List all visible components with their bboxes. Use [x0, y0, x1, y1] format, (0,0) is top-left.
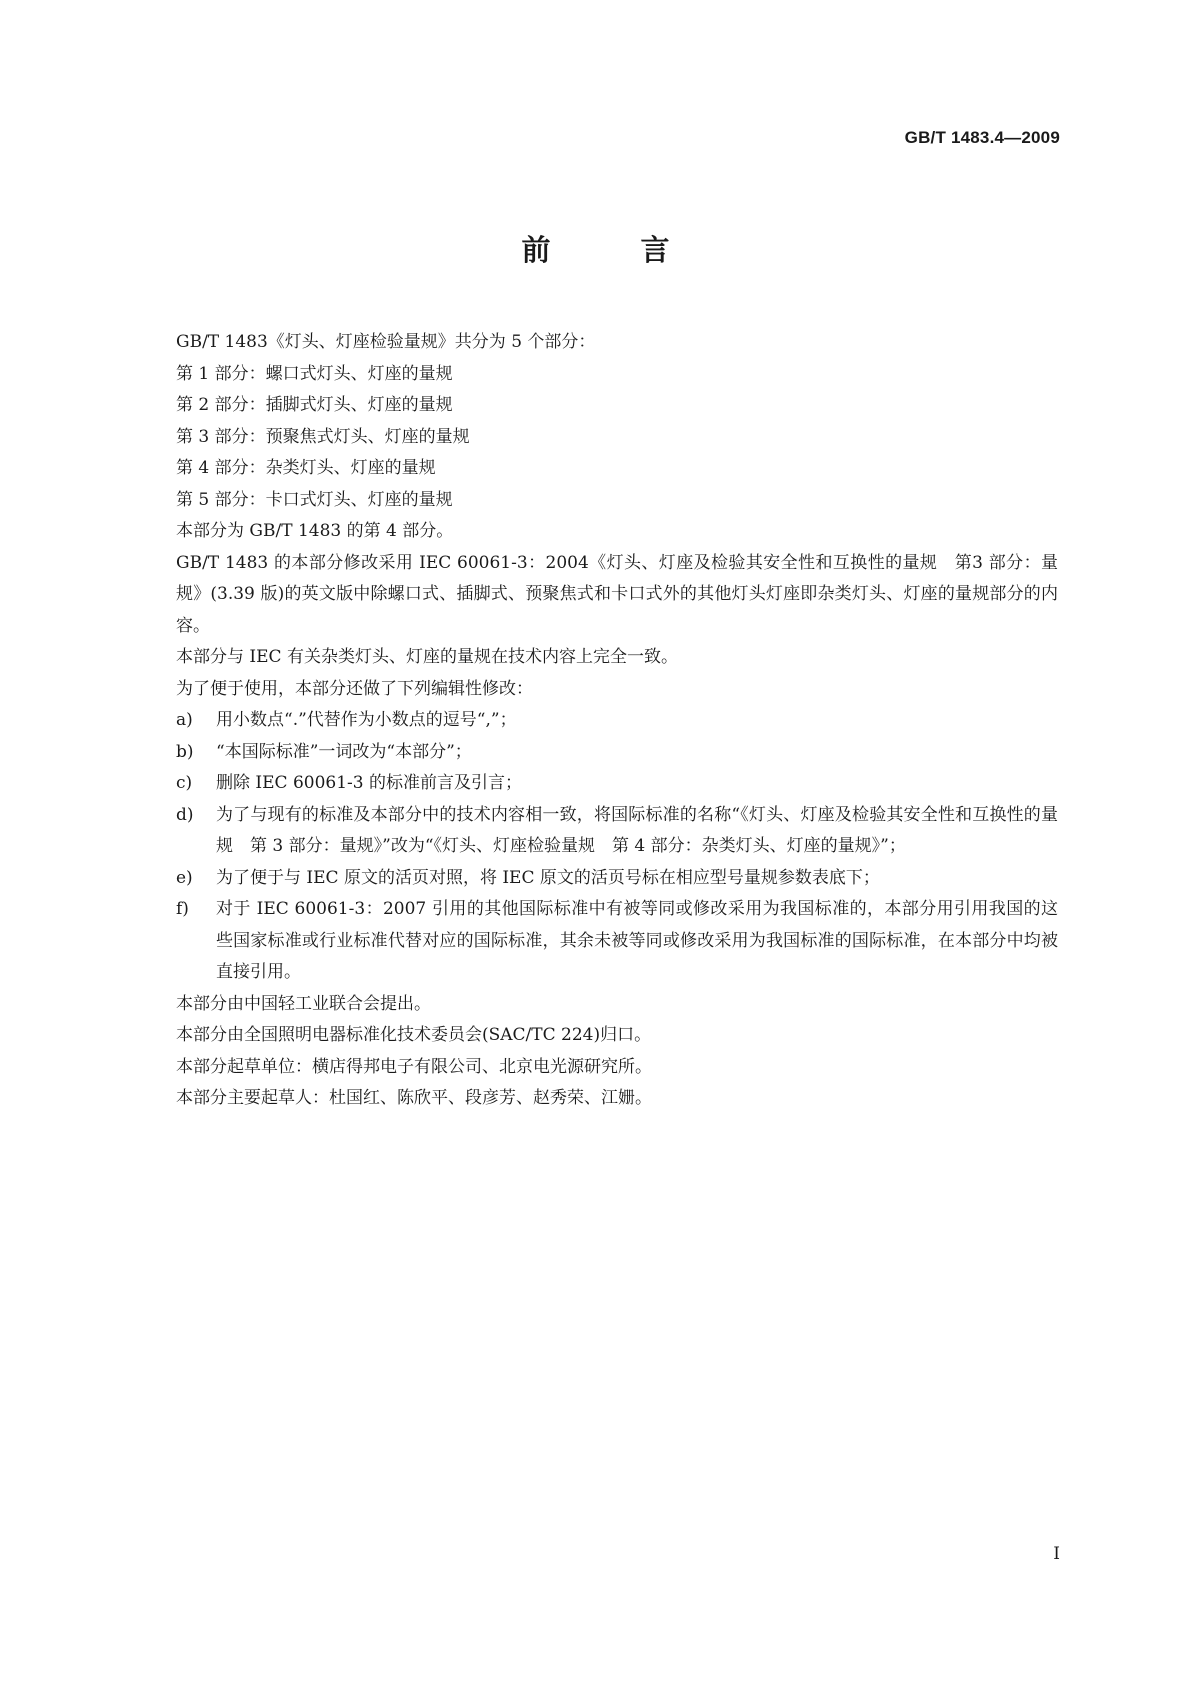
edit-item — [176, 863, 1058, 895]
edit-text: 对于 IEC 60061-3：2007 引用的其他国际标准中有被等同或修改采用为我国标准的，本部分用引用我国的这些国家标准或行业标准代替对应的国际标准，其余未被等同或修改采用为我国标准的国际标准，在本部分中均被直接引用。 — [216, 899, 1058, 982]
part-item: 第 5 部分：卡口式灯头、灯座的量规 — [176, 489, 453, 510]
edit-marker: d) — [176, 804, 194, 825]
part-item: 第 4 部分：杂类灯头、灯座的量规 — [176, 458, 436, 478]
standard-code: GB/T 1483.4—2009 — [904, 128, 1060, 147]
edit-item — [176, 894, 1058, 989]
drafting-units-paragraph: 本部分起草单位：横店得邦电子有限公司、北京电光源研究所。 — [176, 1056, 652, 1077]
part-item: 第 1 部分：螺口式灯头、灯座的量规 — [176, 363, 453, 384]
part-item: 第 3 部分：预聚焦式灯头、灯座的量规 — [176, 426, 470, 447]
edit-marker: b) — [176, 741, 194, 762]
edit-text: 删除 IEC 60061-3 的标准前言及引言； — [216, 773, 522, 793]
edit-marker: a) — [176, 710, 193, 730]
centralized-by-paragraph: 本部分由全国照明电器标准化技术委员会(SAC/TC 224)归口。 — [176, 1025, 652, 1045]
edits-intro-paragraph: 为了便于使用，本部分还做了下列编辑性修改： — [176, 678, 533, 699]
edit-marker: e) — [176, 867, 193, 888]
consistency-paragraph: 本部分与 IEC 有关杂类灯头、灯座的量规在技术内容上完全一致。 — [176, 647, 678, 667]
page-title: 前 言 — [521, 233, 710, 267]
edit-text: “本国际标准”一词改为“本部分”； — [216, 741, 472, 762]
page-number: I — [1053, 1544, 1060, 1564]
drafters-paragraph: 本部分主要起草人：杜国红、陈欣平、段彦芳、赵秀荣、江姗。 — [176, 1088, 652, 1108]
part-item: 第 2 部分：插脚式灯头、灯座的量规 — [176, 395, 453, 415]
edit-marker: c) — [176, 773, 193, 793]
edit-item — [176, 768, 1058, 800]
foreword-body — [176, 327, 1058, 1115]
edit-marker: f) — [176, 899, 189, 919]
edit-item — [176, 800, 1058, 863]
this-part-paragraph: 本部分为 GB/T 1483 的第 4 部分。 — [176, 521, 454, 541]
edit-item — [176, 705, 1058, 737]
proposed-by-paragraph: 本部分由中国轻工业联合会提出。 — [176, 993, 431, 1014]
edit-text: 用小数点“.”代替作为小数点的逗号“,”； — [216, 710, 517, 730]
edit-text: 为了便于与 IEC 原文的活页对照，将 IEC 原文的活页号标在相应型号量规参数表底下； — [216, 867, 880, 888]
adoption-paragraph: GB/T 1483 的本部分修改采用 IEC 60061-3：2004《灯头、灯座及检验其安全性和互换性的量规 第3 部分：量规》(3.39 版)的英文版中除螺口式、插脚式、预聚焦式和卡口式外的其他灯头灯座即杂类灯头、灯座的量规部分的内容。 — [176, 552, 1058, 636]
edit-item — [176, 737, 1058, 769]
intro-paragraph: GB/T 1483《灯头、灯座检验量规》共分为 5 个部分： — [176, 332, 596, 352]
edit-text: 为了与现有的标准及本部分中的技术内容相一致，将国际标准的名称“《灯头、灯座及检验其安全性和互换性的量规 第 3 部分：量规》”改为“《灯头、灯座检验量规 第 4 部分：杂类灯头、灯座的量规》”； — [216, 804, 1058, 856]
